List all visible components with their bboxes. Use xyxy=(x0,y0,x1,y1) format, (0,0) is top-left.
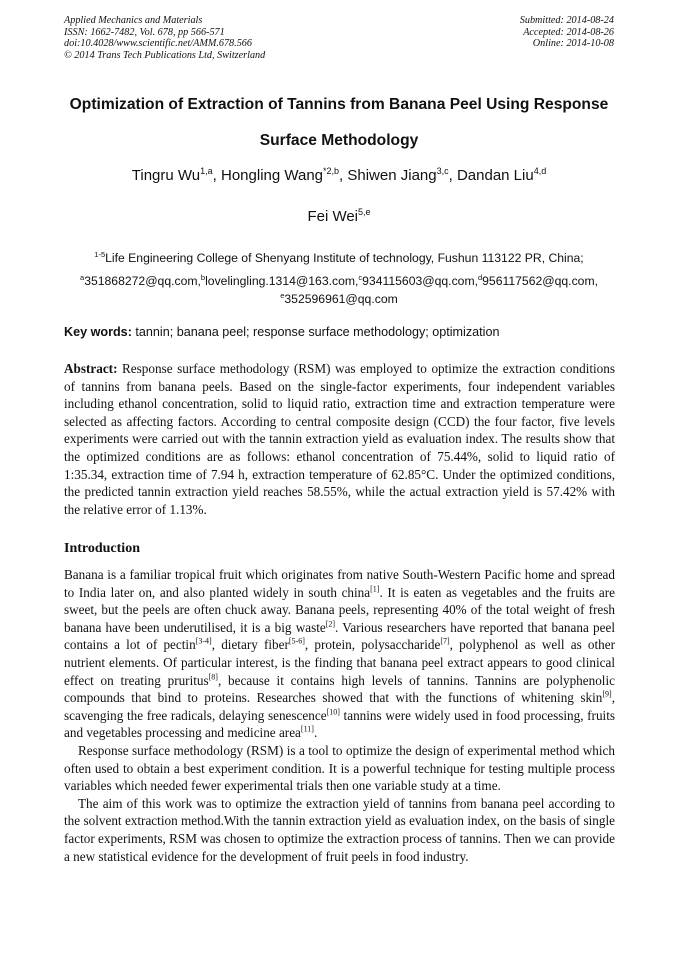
author-name: Tingru Wu xyxy=(131,167,201,184)
text-run: , polyphenol as well as other nutrient elements. Of particular interest, is the finding that banana peel extract appears to good clinical effect on treating pruritus xyxy=(64,637,615,688)
email-link[interactable]: 934115603@qq.com, xyxy=(362,274,478,289)
author-name: Hongling Wang xyxy=(221,167,324,184)
affiliation-text: Life Engineering College of Shenyang Institute of technology, Fushun 113122 PR, China; xyxy=(105,251,584,266)
text-run: , dietary fiber xyxy=(211,637,289,653)
keywords xyxy=(64,325,616,339)
text-run: , protein, polysaccharide xyxy=(304,637,441,653)
abstract-label: Abstract: xyxy=(64,361,118,376)
text-run: , scavenging the free radicals, delaying senescence xyxy=(64,690,615,723)
author-name: Dandan Liu xyxy=(456,167,534,184)
abstract xyxy=(64,360,615,518)
author-sup: 1,a xyxy=(200,166,213,176)
email-sup: b xyxy=(200,273,206,282)
author-name: Shiwen Jiang xyxy=(347,167,437,184)
author-sup: 4,d xyxy=(533,166,547,176)
email-line-2 xyxy=(30,286,648,309)
affiliation-sup: 1-5 xyxy=(94,250,106,259)
email-link[interactable]: 352596961@qq.com xyxy=(284,292,398,307)
submitted-date: Submitted: 2014-08-24 xyxy=(519,15,614,26)
email-link[interactable]: 351868272@qq.com, xyxy=(84,274,201,289)
affiliation xyxy=(30,245,648,268)
citation: [10] xyxy=(326,707,340,717)
citation: [11] xyxy=(300,724,314,734)
issn-line: ISSN: 1662-7482, Vol. 678, pp 566-571 xyxy=(64,26,225,38)
email-sup: e xyxy=(280,291,285,300)
text-run: Banana is a familiar tropical fruit which originates from native South-Western Pacific home and spread to India later on, and also planted widely in south china xyxy=(64,567,615,600)
citation: [5-6] xyxy=(288,636,305,646)
text-run: . It is eaten as vegetables and the fruits are sweet, but the peels are often chuck away. Banana peels, representing 40% of the total weight of fresh banana have been underutilised, it is a big waste xyxy=(64,584,615,635)
keywords-text: tannin; banana peel; response surface methodology; optimization xyxy=(135,325,500,339)
author-sup: 3,c xyxy=(436,166,449,176)
journal-name: Applied Mechanics and Materials xyxy=(64,15,203,26)
email-sup: a xyxy=(80,273,85,282)
abstract-text: Response surface methodology (RSM) was employed to optimize the extraction conditions of tannins from banana peels. Based on the single-factor experiments, four independent variables including ethanol concentration, solid to liquid ratio, extraction time and extraction temperature were selected as affecting factors. According to central composite design (CCD) the four factor, five levels experiments were carried out with the tannin extraction yield as evaluation index. The results show that the optimized conditions are as follows: ethanol concentration of 75.44%, solid to liquid ratio of 1:35.34, extraction time of 7.94 h, extraction temperature of 62.85°C. Under the optimized conditions, the predicted tannin extraction yield reaches 58.55%, while the actual extraction yield is 57.42% with the relative error of 1.13%. xyxy=(64,361,616,517)
citation: [7] xyxy=(440,636,450,646)
online-date: Online: 2014-10-08 xyxy=(532,38,614,50)
email-link[interactable]: lovelingling.1314@163.com, xyxy=(205,274,359,289)
citation: [3-4] xyxy=(195,636,212,646)
intro-paragraph-3: The aim of this work was to optimize the extraction yield of tannins from banana peel according to the solvent extraction method.With the tannin extraction yield as evaluation index, on the basis of single factor experiments, RSM was chosen to optimize the extraction process of tannins. Then we can provide a new statistical evidence for the development of fruit peels in food industry. xyxy=(64,795,615,864)
paper-title: Optimization of Extraction of Tannins from Banana Peel Using Response Surface Methodology xyxy=(69,96,609,149)
accepted-date: Accepted: 2014-08-26 xyxy=(523,26,614,38)
dates-header xyxy=(520,15,614,50)
citation: [8] xyxy=(208,672,218,682)
keywords-label: Key words: xyxy=(64,325,132,339)
doi-line: doi:10.4028/www.scientific.net/AMM.678.566 xyxy=(64,38,252,50)
text-run: , because it contains high levels of tannins. Tannins are polyphenolic compounds that bind to proteins. Researches showed that with the functions of whitening skin xyxy=(64,672,615,706)
intro-paragraph-1 xyxy=(64,566,615,742)
author-sup: 5,e xyxy=(358,207,371,217)
author-name: Fei Wei xyxy=(307,208,359,225)
introduction-heading: Introduction xyxy=(64,541,140,556)
citation: [2] xyxy=(325,619,336,629)
author-line-1: Tingru Wu$^{1,a}$, Hongling Wang$^{*2,b}$, Shiwen Jiang$^{3,c}$, Dandan Liu$^{4,d}$ xyxy=(131,166,547,184)
text-run: . Various researchers have reported that banana peel contains a lot of pectin xyxy=(64,619,615,653)
citation: [9] xyxy=(602,689,612,699)
email-sup: c xyxy=(358,273,363,282)
copyright-line: © 2014 Trans Tech Publications Ltd, Switzerland xyxy=(64,49,266,61)
author-line-2 xyxy=(30,207,648,225)
intro-paragraph-2: Response surface methodology (RSM) is a tool to optimize the design of experimental method which often used to obtain a best experiment condition. It is a powerful technique for testing multiple process variables which needed fewer experimental trials then one variable study at a time. xyxy=(64,742,615,794)
text-run: tannins were widely used in food processing, fruits and vegetables processing and medicine area xyxy=(64,707,615,741)
email-link[interactable]: 956117562@qq.com, xyxy=(482,274,598,289)
introduction-body xyxy=(64,566,615,865)
journal-header xyxy=(64,15,265,61)
text-run: . xyxy=(313,725,318,741)
author-sup: *2,b xyxy=(323,166,340,176)
email-sup: d xyxy=(477,273,483,282)
citation: [1] xyxy=(370,584,380,594)
